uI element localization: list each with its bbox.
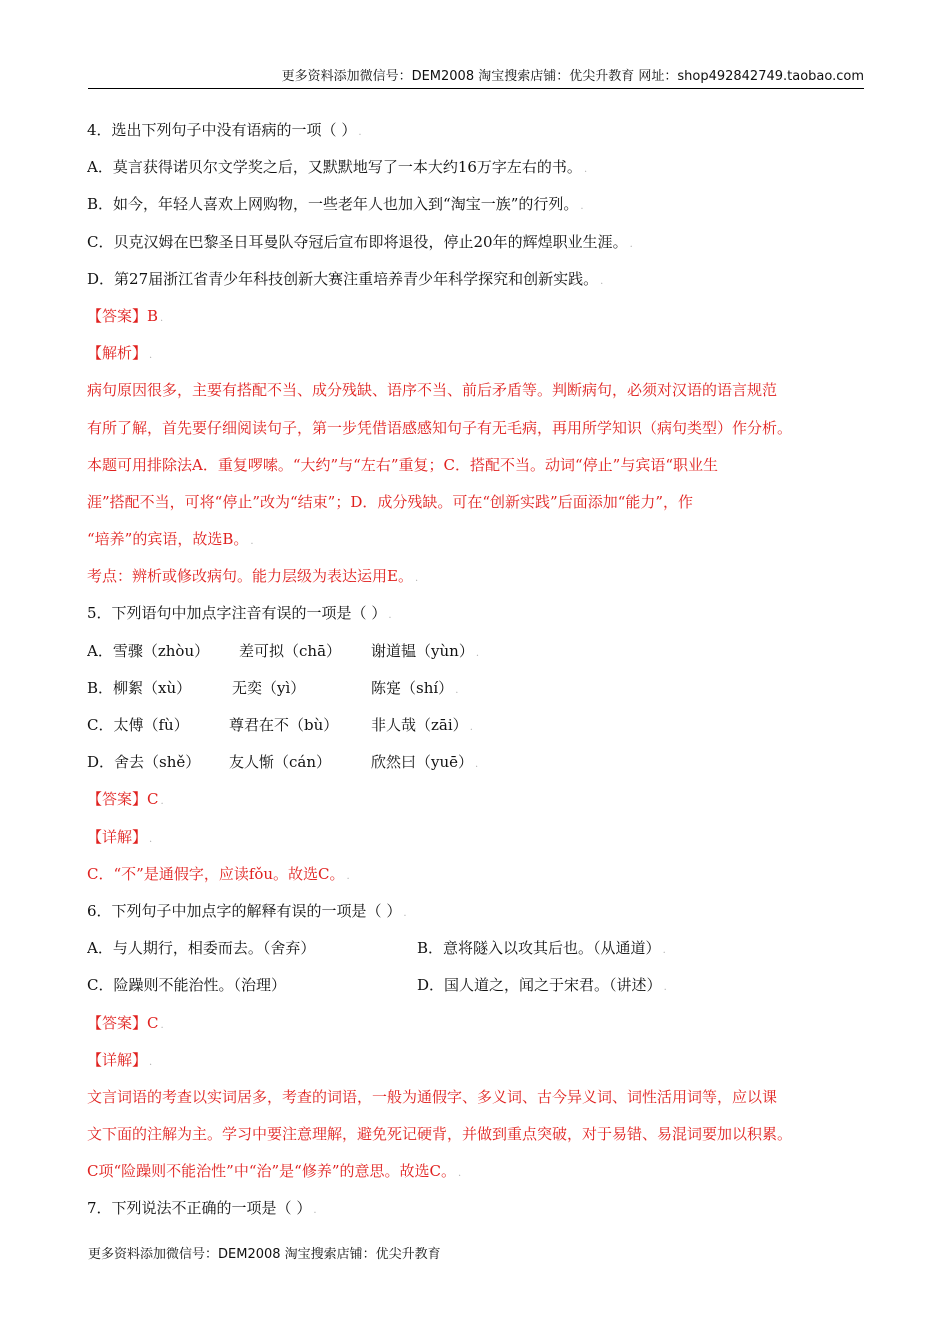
paragraph-mark-icon: . [629, 238, 633, 250]
q6-detail-line: 文下面的注解为主。学习中要注意理解，避免死记硬背，并做到重点突破，对于易错、易混词要加以积累。 [87, 1125, 793, 1144]
q6-option-d: D．国人道之，闻之于宋君。（讲述） [417, 967, 662, 1004]
q4-analysis-line: 病句原因很多，主要有搭配不当、成分残缺、语序不当、前后矛盾等。判断病句，必须对汉语的语言规范 [87, 381, 778, 400]
dotted-char: 奕 [247, 670, 262, 707]
dotted-char: 道 [474, 967, 489, 1004]
dotted-char: 骤 [128, 633, 143, 670]
paragraph-mark-icon: . [600, 275, 604, 287]
q4-option-d: D．第27届浙江省青少年科技创新大赛注重培养青少年科学探究和创新实践。 . [87, 269, 604, 288]
q5-cell: 尊君在不（bù） [229, 707, 371, 744]
header-text: 更多资料添加微信号：DEM2008 淘宝搜索店铺：优尖升教育 网址：shop492842749.taobao.com [281, 69, 864, 84]
paragraph-mark-icon: . [346, 870, 350, 882]
paragraph-mark-icon: . [663, 982, 667, 994]
q6-detail-line: C项“险躁则不能治性”中“治”是“修养”的意思。故选C。 . [87, 1162, 462, 1181]
q4-analysis-line: “培养”的宾语，故选B。 . [87, 530, 254, 549]
dotted-char: 差 [239, 633, 254, 670]
q7-stem: 7．下列说法不正确的一项是（ ） . [87, 1199, 317, 1218]
q5-option-row [87, 670, 872, 707]
q5-option-row [87, 744, 872, 781]
dotted-char: 絮 [128, 670, 143, 707]
paragraph-mark-icon: . [662, 945, 666, 957]
paragraph-mark-icon: . [457, 1168, 462, 1180]
q4-analysis-line: 涯”搭配不当，可将“停止”改为“结束”；D．成分残缺。可在“创新实践”后面添加“能力”，作 [87, 492, 694, 511]
paragraph-mark-icon: . [469, 722, 473, 733]
paragraph-mark-icon: . [149, 1056, 153, 1068]
q4-analysis-line: 本题可用排除法A．重复啰嗦。“大约”与“左右”重复；C．搭配不当。动词“停止”与宾语“职业生 [87, 455, 718, 474]
q4-option-c: C．贝克汉姆在巴黎圣日耳曼队夺冠后宣布即将退役，停止20年的辉煌职业生涯。 . [87, 232, 633, 251]
footer-text: 更多资料添加微信号：DEM2008 淘宝搜索店铺：优尖升教育 [88, 1247, 441, 1262]
q5-option-row [87, 633, 872, 670]
paragraph-mark-icon: . [313, 1205, 317, 1217]
dotted-char: 傅 [128, 707, 143, 744]
dotted-char: 不 [274, 707, 289, 744]
paragraph-mark-icon: . [388, 610, 392, 622]
q4-analysis-line: 有所了解，首先要仔细阅读句子，第一步凭借语感感知句子有无毛病，再用所学知识（病句类型）作分析。 [87, 418, 793, 437]
paragraph-mark-icon: . [149, 350, 153, 362]
paragraph-mark-icon: . [414, 573, 419, 585]
document-body [87, 112, 872, 1228]
dotted-char: 寔 [386, 670, 401, 707]
q5-cell: A．雪骤（zhòu） [87, 633, 239, 670]
q5-detail-label: 【详解】 . [87, 827, 153, 846]
paragraph-mark-icon: . [475, 759, 479, 771]
q5-answer: 【答案】C . [87, 790, 164, 809]
q4-answer: 【答案】B . [87, 306, 164, 325]
q6-detail-label: 【详解】 . [87, 1050, 153, 1069]
q5-option-row [87, 707, 872, 744]
q5-cell: 非人哉（zāi） [371, 707, 468, 744]
dotted-char: 惭 [259, 744, 274, 781]
dotted-char: 隧 [473, 930, 488, 967]
paragraph-mark-icon: . [358, 127, 362, 138]
q5-stem: 5．下列语句中加点字注音有误的一项是（ ） . [87, 604, 392, 623]
dotted-char: 哉 [401, 707, 416, 744]
q5-detail: C．“不”是通假字，应读fǒu。故选C。 . [87, 864, 350, 883]
q5-cell: 欣然曰（yuē） [371, 744, 473, 781]
paragraph-mark-icon: . [403, 907, 407, 919]
dotted-char: 舍 [114, 744, 129, 781]
q4-kaodian: 考点：辨析或修改病句。能力层级为表达运用E。 . [87, 567, 419, 586]
q4-stem: 4．选出下列句子中没有语病的一项（ ） . [87, 121, 362, 139]
paragraph-mark-icon: . [160, 312, 164, 324]
q5-cell: D．舍去（shě） [87, 744, 229, 781]
paragraph-mark-icon: . [580, 201, 584, 213]
paragraph-mark-icon: . [455, 684, 459, 696]
dotted-char: 韫 [401, 633, 416, 670]
page-header [88, 68, 864, 89]
q6-option-b: B．意将隧入以攻其后也。（从通道） [417, 930, 661, 967]
q5-cell: 友人惭（cán） [229, 744, 371, 781]
q5-cell: B．柳絮（xù） [87, 670, 232, 707]
dotted-char: 委 [203, 930, 218, 967]
q4-analysis-label: 【解析】 . [87, 344, 153, 363]
q6-detail-line: 文言词语的考查以实词居多，考查的词语，一般为通假字、多义词、古今异义词、词性活用词等，应以课 [87, 1087, 778, 1106]
paragraph-mark-icon: . [475, 647, 480, 659]
q6-option-row [87, 930, 872, 967]
q6-option-row [87, 967, 872, 1004]
q5-cell: 无奕（yì） [232, 670, 371, 707]
q6-option-c: C．险躁则不能治性。（治理） [87, 967, 417, 1004]
q6-stem: 6．下列句子中加点字的解释有误的一项是（ ） . [87, 901, 407, 920]
q6-option-a: A．与人期行，相委而去。（舍弃） [87, 930, 417, 967]
q5-cell: C．太傅（fù） [87, 707, 229, 744]
dotted-char: 曰 [401, 744, 416, 781]
q5-cell: 陈寔（shí） [371, 670, 453, 707]
q4-option-a: A．莫言获得诺贝尔文学奖之后，又默默地写了一本大约16万字左右的书。 . [87, 158, 588, 177]
q5-cell: 差可拟（chā） [239, 633, 371, 670]
paragraph-mark-icon: . [583, 164, 588, 176]
q6-answer: 【答案】C . [87, 1013, 164, 1032]
q4-option-b: B．如今，年轻人喜欢上网购物，一些老年人也加入到“淘宝一族”的行列。 . [87, 195, 584, 214]
page-footer [88, 1246, 441, 1264]
paragraph-mark-icon: . [250, 536, 254, 548]
q5-cell: 谢道韫（yùn） [371, 633, 474, 670]
dotted-char: 治 [188, 967, 203, 1004]
paragraph-mark-icon: . [160, 1019, 164, 1031]
paragraph-mark-icon: . [160, 796, 164, 808]
paragraph-mark-icon: . [149, 833, 153, 845]
